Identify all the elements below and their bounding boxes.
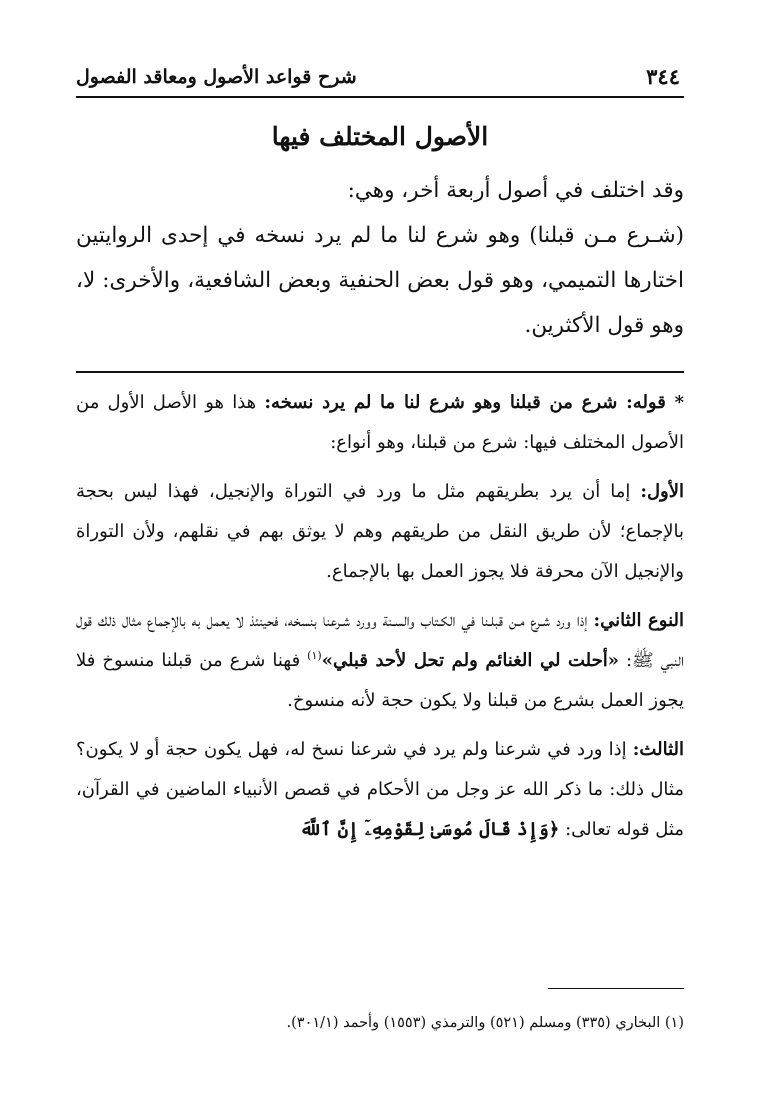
type-one-label: الأول: (640, 481, 684, 502)
main-intro: وقد اختلف في أصول أربعة أخر، وهي: (347, 178, 684, 203)
commentary-paragraph-3 (76, 601, 684, 721)
quran-quote: ﴿وَإِذْ قَالَ مُوسَىٰ لِقَوْمِهِۦٓ إِنَّ ٱللَّهَ (299, 819, 560, 840)
footnote-ref: (١) (307, 649, 322, 662)
type-three-label: الثالث: (632, 739, 684, 760)
page-number: ٣٤٤ (646, 64, 680, 89)
type-two-label: النوع الثاني: (593, 610, 684, 631)
commentary-text: إذا ورد شـرع مـن قبلـنا في الكـتاب والسـنة وورد شـرعنا بنسخه، فحينئذ لا يعمل به بالإجماع مثال ذلك قول النبي ﷺ: (76, 610, 684, 671)
commentary-paragraph-2 (76, 472, 684, 592)
commentary-text: إذا ورد في شرعنا ولم يرد في شرعنا نسخ له، فهل يكون حجة أو لا يكون؟ مثال ذلك: ما ذكر الله عز وجل من الأحكام في قصص الأنبياء الماضين في القرآن، مثل قوله تعالى: (76, 739, 684, 840)
main-paragraph: (شـرع مـن قبلنا) وهو شرع لنا ما لم يرد نسخه في إحدى الروايتين اختارها التميمي، وهو قول بعض الحنفية وبعض الشافعية، والأخرى: لا، وهو قول الأكثرين. (76, 223, 684, 338)
commentary-quote-lead: * قوله: شرع من قبلنا وهو شرع لنا ما لم يرد نسخه: (264, 392, 685, 413)
section-heading: الأصول المختلف فيها (271, 122, 489, 151)
commentary-text: فهنا شرع من قبلنا منسوخ فلا يجوز العمل بشرع من قبلنا ولا يكون حجة لأنه منسوخ. (76, 650, 684, 711)
commentary-text: إما أن يرد بطريقهم مثل ما ورد في التوراة والإنجيل، فهذا ليس بحجة بالإجماع؛ لأن طريق النقل من طريقهم وهم لا يوثق بهم في نقلهم، ولأن التوراة والإنجيل الآن محرفة فلا يجوز العمل بها بالإجماع. (76, 481, 684, 582)
commentary-paragraph-4 (76, 730, 684, 850)
separator-rule (76, 371, 684, 373)
main-text (76, 168, 684, 348)
commentary-text: هذا هو الأصل الأول من الأصول المختلف فيها: شرع من قبلنا، وهو أنواع: (76, 392, 684, 453)
hadith-quote: «أحلت لي الغنائم ولم تحل لأحد قبلي» (321, 650, 619, 671)
running-title: شرح قواعد الأصول ومعاقد الفصول (76, 66, 357, 88)
commentary-paragraph-1 (76, 383, 684, 463)
footnote-rule (548, 988, 684, 989)
running-header (76, 62, 684, 98)
footnote: (١) البخاري (٣٣٥) ومسلم (٥٢١) والترمذي (١٥٥٣) وأحمد (٣٠١/١). (286, 1015, 684, 1031)
commentary (76, 383, 684, 859)
